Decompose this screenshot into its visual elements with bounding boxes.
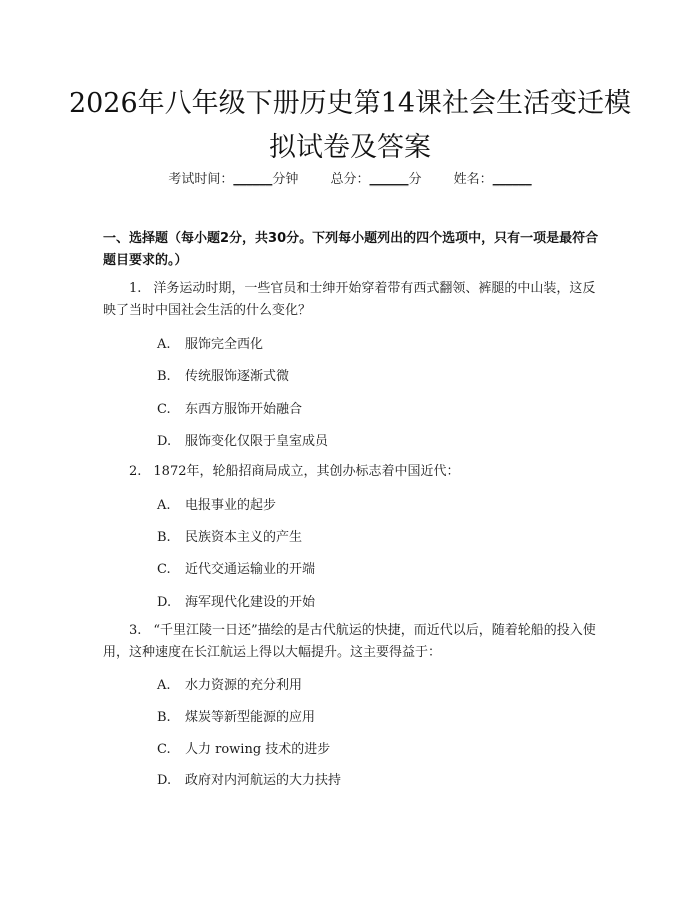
question-1-option-d	[157, 430, 328, 449]
option-letter: D.	[157, 595, 172, 610]
question-1	[103, 278, 603, 322]
option-letter: A.	[157, 678, 171, 693]
option-text: 服饰变化仅限于皇室成员	[185, 434, 329, 449]
option-letter: B.	[157, 710, 171, 725]
option-text: 政府对内河航运的大力扶持	[185, 773, 342, 788]
option-text: 东西方服饰开始融合	[185, 402, 303, 417]
question-3-option-b	[157, 706, 315, 725]
question-2-option-c	[157, 558, 315, 577]
time-label: 考试时间：	[168, 172, 234, 187]
exam-title: 2026年八年级下册历史第14课社会生活变迁模拟试卷及答案	[68, 88, 632, 163]
total-score-field	[330, 172, 421, 187]
exam-meta-line	[0, 168, 700, 187]
option-letter: C.	[157, 402, 171, 417]
score-label: 总分：	[330, 172, 370, 187]
question-2-option-a	[157, 494, 276, 513]
question-number: 3.	[129, 623, 142, 638]
option-text: 服饰完全西化	[185, 337, 264, 352]
option-text: 民族资本主义的产生	[185, 530, 303, 545]
question-3-option-a	[157, 674, 302, 693]
option-letter: B.	[157, 369, 171, 384]
score-unit: 分	[408, 172, 422, 187]
option-letter: A.	[157, 498, 171, 513]
question-2-option-d	[157, 591, 315, 610]
option-letter: A.	[157, 337, 171, 352]
question-text: 1872年，轮船招商局成立，其创办标志着中国近代：	[153, 464, 460, 479]
question-1-option-a	[157, 333, 263, 352]
question-3-option-d	[157, 769, 341, 788]
option-text: 海军现代化建设的开始	[185, 595, 316, 610]
question-3-option-c	[157, 738, 330, 757]
option-text: 近代交通运输业的开端	[185, 562, 316, 577]
option-letter: C.	[157, 562, 171, 577]
option-text: 电报事业的起步	[185, 498, 277, 513]
question-text: 洋务运动时期，一些官员和士绅开始穿着带有西式翻领、裤腿的中山装，这反映了当时中国社会生活的什么变化？	[103, 281, 596, 318]
option-text: 煤炭等新型能源的应用	[185, 710, 316, 725]
name-blank: ______	[492, 172, 532, 187]
question-2-option-b	[157, 526, 302, 545]
question-1-option-c	[157, 398, 302, 417]
student-name-field	[454, 172, 532, 187]
question-text: “千里江陵一日还”描绘的是古代航运的快捷，而近代以后，随着轮船的投入使用，这种速度在长江航运上得以大幅提升。这主要得益于：	[103, 623, 596, 660]
question-3	[103, 620, 603, 664]
option-text: 水力资源的充分利用	[185, 678, 303, 693]
question-number: 2.	[129, 464, 142, 479]
section-heading: 一、选择题（每小题2分，共30分。下列每小题列出的四个选项中，只有一项是最符合题目要求的。）	[103, 231, 599, 268]
exam-time-field	[168, 172, 298, 187]
question-number: 1.	[129, 281, 142, 296]
option-letter: C.	[157, 742, 171, 757]
time-unit: 分钟	[272, 172, 299, 187]
question-2	[103, 461, 603, 483]
option-letter: D.	[157, 434, 172, 449]
option-text: 人力 rowing 技术的进步	[185, 742, 331, 757]
name-label: 姓名：	[453, 172, 493, 187]
option-text: 传统服饰逐渐式微	[185, 369, 290, 384]
score-blank: ______	[369, 172, 409, 187]
option-letter: B.	[157, 530, 171, 545]
question-1-option-b	[157, 365, 289, 384]
time-blank: ______	[233, 172, 273, 187]
option-letter: D.	[157, 773, 172, 788]
